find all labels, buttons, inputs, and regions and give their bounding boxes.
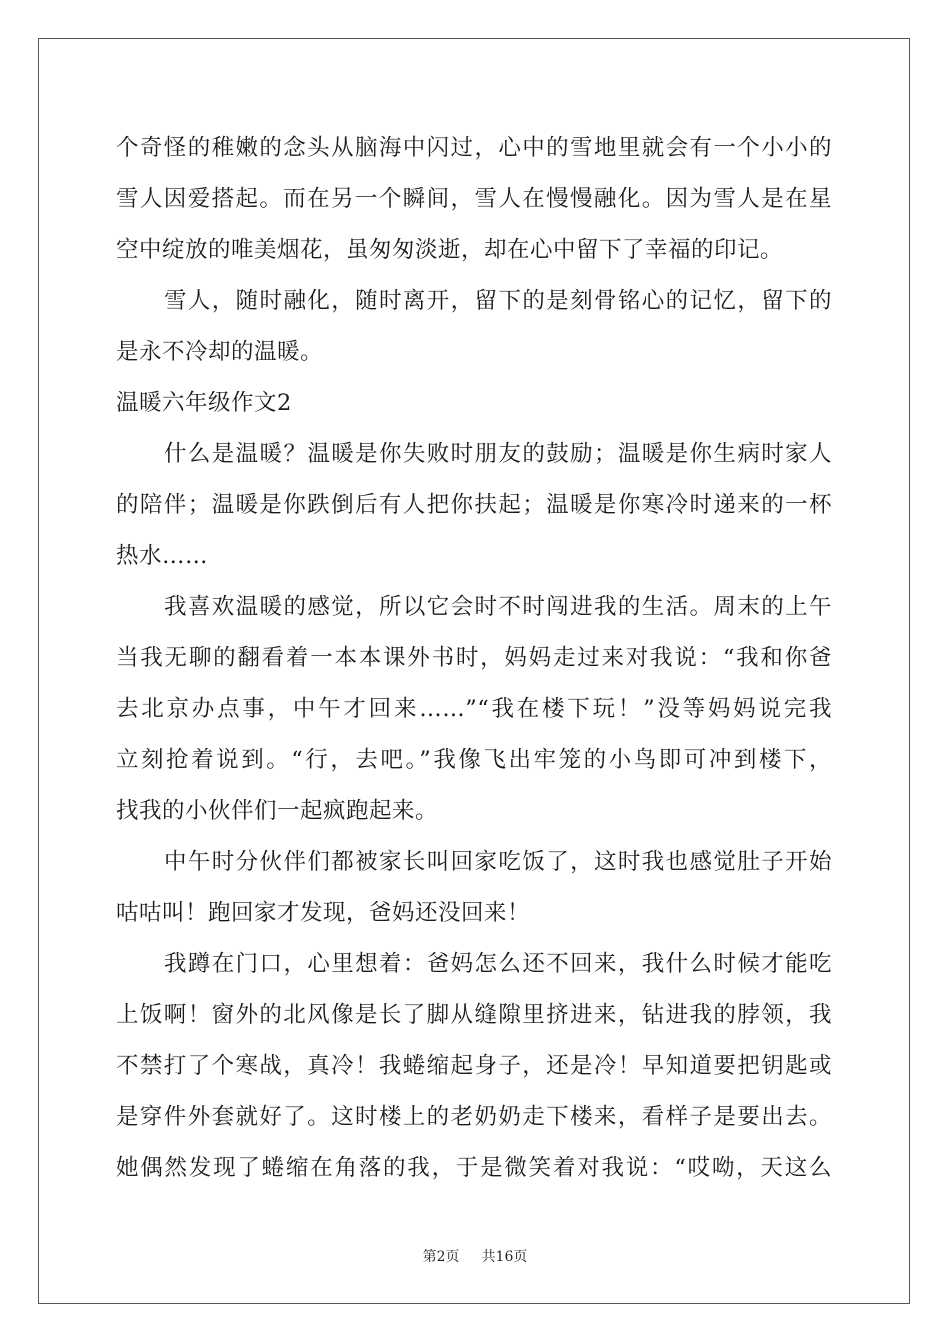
text-line: 当我无聊的翻看着一本本课外书时，妈妈走过来对我说：“我和你爸 (116, 645, 832, 671)
text-line: 个奇怪的稚嫩的念头从脑海中闪过，心中的雪地里就会有一个小小的 (116, 135, 832, 161)
text-line: 她偶然发现了蜷缩在角落的我，于是微笑着对我说：“哎呦，天这么 (116, 1155, 832, 1181)
section-heading: 温暖六年级作文2 (116, 390, 292, 416)
text-line: 上饭啊！窗外的北风像是长了脚从缝隙里挤进来，钻进我的脖领，我 (116, 1002, 832, 1028)
text-line: 去北京办点事，中午才回来……”“我在楼下玩！”没等妈妈说完我 (116, 696, 832, 722)
text-line: 找我的小伙伴们一起疯跑起来。 (116, 798, 439, 824)
text-line: 热水…… (116, 543, 209, 569)
text-line: 咕咕叫！跑回家才发现，爸妈还没回来！ (116, 900, 531, 926)
text-line: 什么是温暖？温暖是你失败时朋友的鼓励；温暖是你生病时家人 (164, 441, 832, 467)
text-line: 我蹲在门口，心里想着：爸妈怎么还不回来，我什么时候才能吃 (164, 951, 832, 977)
text-line: 空中绽放的唯美烟花，虽匆匆淡逝，却在心中留下了幸福的印记。 (116, 237, 784, 263)
page-footer (0, 1246, 950, 1266)
text-line: 我喜欢温暖的感觉，所以它会时不时闯进我的生活。周末的上午 (164, 594, 832, 620)
text-line: 雪人，随时融化，随时离开，留下的是刻骨铭心的记忆，留下的 (164, 288, 832, 314)
text-line: 不禁打了个寒战，真冷！我蜷缩起身子，还是冷！早知道要把钥匙或 (116, 1053, 832, 1079)
document-body (116, 128, 832, 1199)
page-number: 第2页 (422, 1249, 460, 1265)
text-line: 的陪伴；温暖是你跌倒后有人把你扶起；温暖是你寒冷时递来的一杯 (116, 492, 832, 518)
text-line: 中午时分伙伴们都被家长叫回家吃饭了，这时我也感觉肚子开始 (164, 849, 832, 875)
text-line: 是永不冷却的温暖。 (116, 339, 324, 365)
text-line: 是穿件外套就好了。这时楼上的老奶奶走下楼来，看样子是要出去。 (116, 1104, 832, 1130)
text-line: 雪人因爱搭起。而在另一个瞬间，雪人在慢慢融化。因为雪人是在星 (116, 186, 832, 212)
text-line: 立刻抢着说到。“行，去吧。”我像飞出牢笼的小鸟即可冲到楼下， (116, 747, 832, 773)
page-total: 共16页 (481, 1249, 528, 1265)
